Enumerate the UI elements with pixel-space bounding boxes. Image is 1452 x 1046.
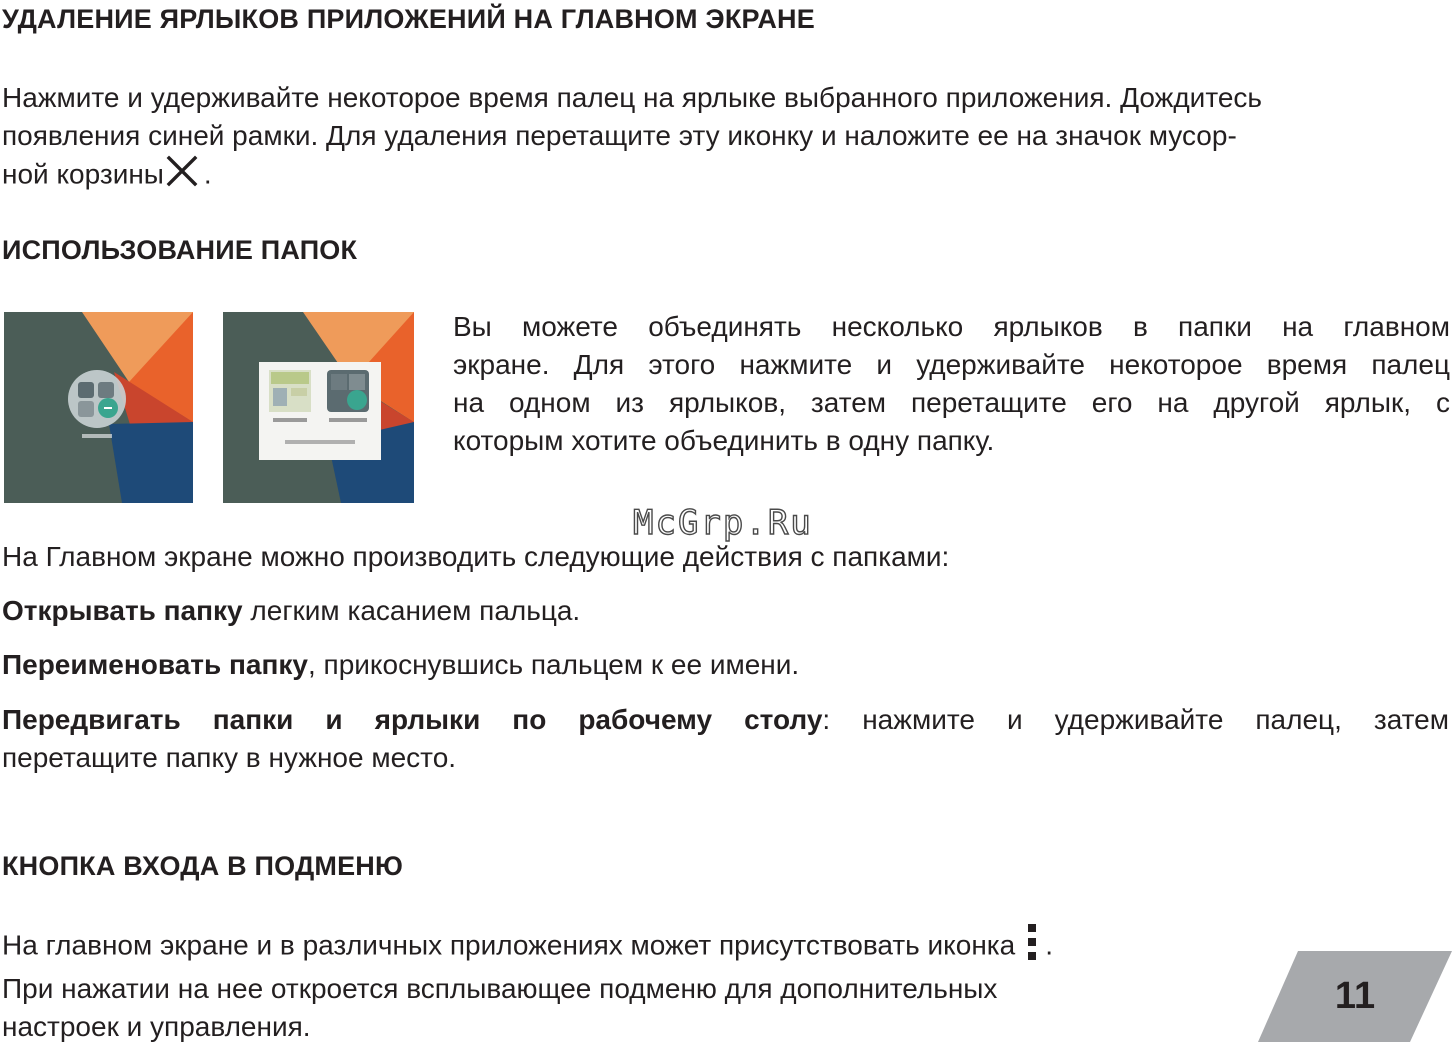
paragraph-line (2, 701, 1449, 739)
paragraph-line: которым хотите объединить в одну папку. (453, 425, 995, 456)
paragraph-line: появления синей рамки. Для удаления перетащите эту иконку и наложите ее на значок мусор- (2, 120, 1237, 151)
paragraph-line: При нажатии на нее откроется всплывающее подменю для дополнительных (2, 973, 998, 1004)
paragraph-line (2, 155, 1449, 197)
paragraph-line: Вы можете объединять несколько ярлыков в папки на главном (453, 311, 1450, 342)
folder-action-move (2, 701, 1449, 739)
action-description: легким касанием пальца. (242, 595, 581, 626)
folder-action-open (2, 592, 580, 630)
paragraph-text: . (203, 158, 212, 190)
folders-side-paragraph (453, 308, 1450, 422)
section-title-folders: ИСПОЛЬЗОВАНИЕ ПАПОК (2, 235, 358, 265)
action-term: Открывать папку (2, 595, 243, 626)
close-x-icon (166, 155, 198, 197)
folder-screenshot-open (223, 312, 414, 503)
remove-shortcuts-paragraph (2, 79, 1449, 197)
paragraph-line: настроек и управления. (2, 1011, 311, 1042)
page-number: 11 (1334, 975, 1376, 1017)
vertical-dots-menu-icon (1027, 924, 1037, 970)
paragraph-line: экране. Для этого нажмите и удерживайте некоторое время палец (453, 349, 1450, 380)
folder-actions-intro: На Главном экране можно производить следующие действия с папками: (2, 541, 950, 572)
action-description: , прикоснувшись пальцем к ее имени. (308, 649, 800, 680)
paragraph-text: На главном экране и в различных приложениях может присутствовать иконка (2, 929, 1016, 961)
folder-screenshot-home (4, 312, 193, 503)
submenu-paragraph (2, 924, 1242, 1046)
folders-side-paragraph-last (453, 422, 1450, 460)
folder-action-rename (2, 646, 799, 684)
paragraph-line: Нажмите и удерживайте некоторое время палец на ярлыке выбранного приложения. Дождитесь (2, 82, 1262, 113)
action-term: Переименовать папку (2, 649, 308, 680)
action-description: : нажмите и удерживайте палец, затем (822, 704, 1449, 735)
action-term: Передвигать папки и ярлыки по рабочему столу (2, 704, 823, 735)
section-title-remove-shortcuts: УДАЛЕНИЕ ЯРЛЫКОВ ПРИЛОЖЕНИЙ НА ГЛАВНОМ ЭКРАНЕ (2, 4, 815, 34)
paragraph-line (2, 924, 1242, 970)
watermark: McGrp.Ru (633, 503, 813, 543)
paragraph-text: . (1045, 929, 1054, 961)
paragraph-line: на одном из ярлыков, затем перетащите его на другой ярлык, с (453, 387, 1450, 418)
folder-action-move-cont: перетащите папку в нужное место. (2, 742, 457, 773)
paragraph-text: ной корзины (2, 158, 164, 190)
section-title-submenu-button: КНОПКА ВХОДА В ПОДМЕНЮ (2, 851, 404, 881)
